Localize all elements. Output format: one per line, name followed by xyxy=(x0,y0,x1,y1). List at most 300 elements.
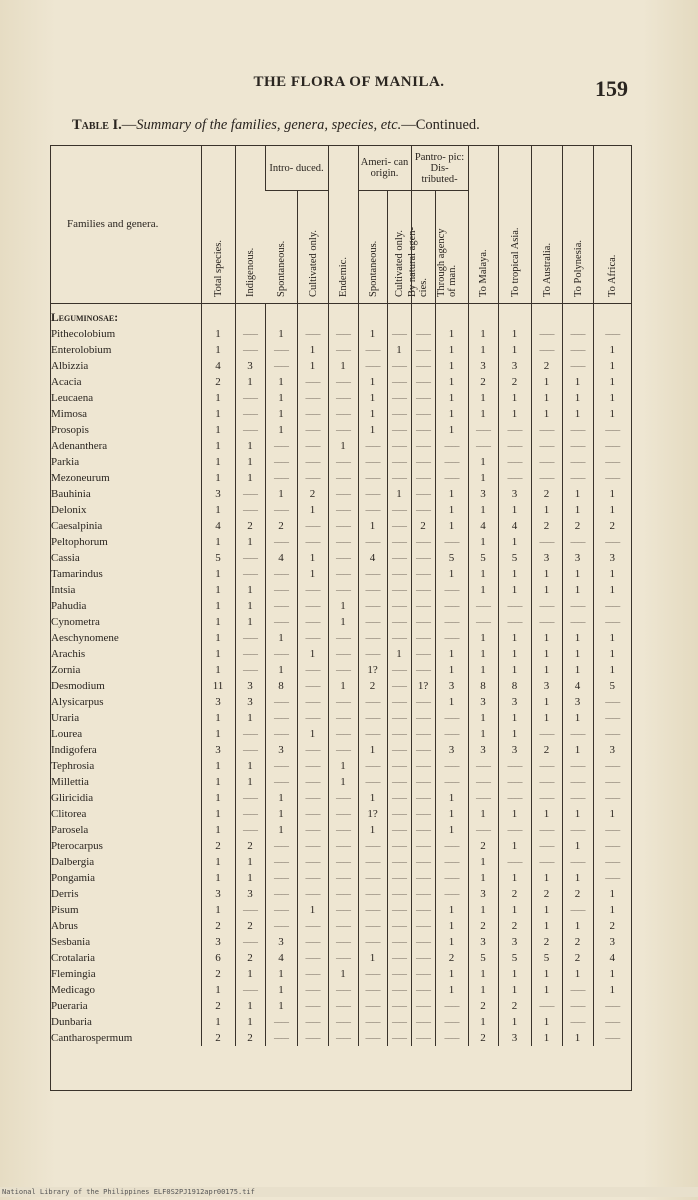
table-cell: –––– xyxy=(468,774,498,790)
column-header-to-malaya: To Malaya. xyxy=(468,146,498,304)
table-cell: 2 xyxy=(531,742,562,758)
table-cell: 1 xyxy=(562,710,593,726)
table-row xyxy=(51,438,631,454)
table-cell: 8 xyxy=(265,678,297,694)
table-cell: 1 xyxy=(562,838,593,854)
table-cell: –––– xyxy=(411,550,435,566)
table-cell: 1 xyxy=(498,502,531,518)
table-cell: 3 xyxy=(498,934,531,950)
table-cell: 2 xyxy=(201,918,235,934)
table-row xyxy=(51,710,631,726)
table-cell: 1 xyxy=(201,326,235,342)
table-cell: –––– xyxy=(411,454,435,470)
column-header-endemic: Endemic. xyxy=(328,146,358,304)
table-cell: –––– xyxy=(328,886,358,902)
table-cell: 3 xyxy=(201,694,235,710)
genus-name: Desmodium xyxy=(51,680,105,692)
table-cell: –––– xyxy=(411,422,435,438)
table-cell: 1 xyxy=(358,406,387,422)
table-cell: 1 xyxy=(435,406,468,422)
column-header-by-natural-agencies: By natural agen- cies. xyxy=(411,191,435,304)
table-cell: 1 xyxy=(531,870,562,886)
table-cell: –––– xyxy=(593,790,631,806)
table-cell: –––– xyxy=(265,358,297,374)
table-cell: 1 xyxy=(562,582,593,598)
table-cell: 1 xyxy=(593,646,631,662)
table-row xyxy=(51,774,631,790)
table-cell: 1 xyxy=(468,902,498,918)
page-number: 159 xyxy=(595,76,628,101)
table-cell: 1 xyxy=(201,342,235,358)
table-cell: 5 xyxy=(468,950,498,966)
table-cell: 2 xyxy=(468,374,498,390)
table-cell: –––– xyxy=(235,982,265,998)
table-cell: –––– xyxy=(435,470,468,486)
table-cell: 3 xyxy=(468,486,498,502)
table-cell: 1 xyxy=(435,662,468,678)
caption-title: Summary of the families, genera, species, etc. xyxy=(136,117,402,133)
table-cell: 1 xyxy=(435,374,468,390)
table-cell: –––– xyxy=(265,566,297,582)
table-cell: –––– xyxy=(387,838,411,854)
table-cell: 4 xyxy=(562,678,593,694)
genus-name: Pongamia xyxy=(51,872,95,884)
table-cell: 6 xyxy=(201,950,235,966)
table-cell: –––– xyxy=(297,390,328,406)
table-cell: –––– xyxy=(468,758,498,774)
table-row xyxy=(51,918,631,934)
table-cell: 1 xyxy=(531,374,562,390)
table-cell: 1 xyxy=(593,406,631,422)
table-cell: 3 xyxy=(498,486,531,502)
table-cell: –––– xyxy=(562,422,593,438)
table-cell: –––– xyxy=(235,662,265,678)
table-cell: 3 xyxy=(498,742,531,758)
table-cell: 1 xyxy=(498,726,531,742)
table-cell: –––– xyxy=(328,870,358,886)
table-row xyxy=(51,454,631,470)
table-cell: 1 xyxy=(201,534,235,550)
table-cell: –––– xyxy=(235,806,265,822)
table-cell: –––– xyxy=(328,902,358,918)
table-cell: 1 xyxy=(265,326,297,342)
table-cell: –––– xyxy=(498,790,531,806)
table-cell: 2 xyxy=(468,838,498,854)
table-cell: 3 xyxy=(498,358,531,374)
table-cell: –––– xyxy=(593,726,631,742)
table-cell: –––– xyxy=(411,934,435,950)
table-cell: –––– xyxy=(328,950,358,966)
table-cell: –––– xyxy=(435,614,468,630)
table-cell: 1 xyxy=(498,806,531,822)
table-cell: –––– xyxy=(387,406,411,422)
table-cell: 3 xyxy=(201,886,235,902)
table-cell: –––– xyxy=(435,598,468,614)
table-cell: –––– xyxy=(235,502,265,518)
table-cell: 1 xyxy=(468,710,498,726)
table-cell: –––– xyxy=(562,902,593,918)
table-cell: 1 xyxy=(201,630,235,646)
table-cell: –––– xyxy=(531,470,562,486)
table-cell: 1 xyxy=(297,566,328,582)
table-cell: 1 xyxy=(531,902,562,918)
table-cell: 5 xyxy=(435,550,468,566)
table-cell: –––– xyxy=(358,982,387,998)
table-cell: 1 xyxy=(593,390,631,406)
table-cell: –––– xyxy=(593,710,631,726)
table-cell: –––– xyxy=(411,358,435,374)
table-cell: 5 xyxy=(531,950,562,966)
table-cell: –––– xyxy=(498,598,531,614)
table-cell: 1 xyxy=(498,342,531,358)
table-cell: 1 xyxy=(435,326,468,342)
table-cell: 1 xyxy=(201,662,235,678)
table-cell: –––– xyxy=(328,726,358,742)
genus-name: Pisum xyxy=(51,904,79,916)
table-cell: –––– xyxy=(387,918,411,934)
table-cell: 1 xyxy=(201,390,235,406)
table-cell: 1 xyxy=(435,806,468,822)
genus-name: Pterocarpus xyxy=(51,840,103,852)
table-cell: –––– xyxy=(387,598,411,614)
table-cell: –––– xyxy=(411,790,435,806)
table-cell: 1 xyxy=(297,550,328,566)
table-cell: –––– xyxy=(387,758,411,774)
column-header-to-australia: To Australia. xyxy=(531,146,562,304)
group-header-american-origin: Ameri- can origin. xyxy=(358,146,411,191)
table-cell: –––– xyxy=(387,390,411,406)
table-cell: –––– xyxy=(328,854,358,870)
genus-name: Crotalaria xyxy=(51,952,95,964)
table-cell: –––– xyxy=(411,390,435,406)
table-cell: –––– xyxy=(387,710,411,726)
table-row xyxy=(51,886,631,902)
table-cell: –––– xyxy=(435,838,468,854)
table-cell: 1 xyxy=(328,614,358,630)
table-cell: –––– xyxy=(562,726,593,742)
table-cell: 2 xyxy=(435,950,468,966)
table-cell: 1 xyxy=(435,966,468,982)
table-cell: 1 xyxy=(358,326,387,342)
table-cell: –––– xyxy=(328,1030,358,1046)
table-cell: 1 xyxy=(435,390,468,406)
table-cell: –––– xyxy=(468,438,498,454)
table-cell: –––– xyxy=(531,822,562,838)
table-cell: 1 xyxy=(235,998,265,1014)
table-cell: 1 xyxy=(435,358,468,374)
genus-name: Abrus xyxy=(51,920,78,932)
table-cell: 1 xyxy=(201,726,235,742)
table-cell: 2 xyxy=(531,486,562,502)
column-header-american-spontaneous: Spontaneous. xyxy=(358,191,387,304)
table-cell: 1 xyxy=(265,422,297,438)
table-cell: –––– xyxy=(297,998,328,1014)
table-cell: 1 xyxy=(593,982,631,998)
table-cell: –––– xyxy=(297,630,328,646)
table-cell: 1 xyxy=(265,790,297,806)
table-cell: 1 xyxy=(498,534,531,550)
table-cell: –––– xyxy=(235,822,265,838)
table-cell: –––– xyxy=(265,694,297,710)
table-cell: –––– xyxy=(435,1030,468,1046)
table-cell: –––– xyxy=(387,870,411,886)
table-row xyxy=(51,614,631,630)
table-cell: –––– xyxy=(235,406,265,422)
table-cell: 1 xyxy=(201,422,235,438)
table-cell: –––– xyxy=(387,790,411,806)
table-cell: 1 xyxy=(593,806,631,822)
table-cell: –––– xyxy=(411,902,435,918)
table-cell: –––– xyxy=(297,918,328,934)
table-cell: 3 xyxy=(562,550,593,566)
table-row xyxy=(51,678,631,694)
table-cell: –––– xyxy=(593,774,631,790)
table-cell: –––– xyxy=(435,854,468,870)
column-header-families: Families and genera. xyxy=(51,146,201,304)
table-cell: 3 xyxy=(498,694,531,710)
table-cell: 1 xyxy=(498,902,531,918)
table-cell: 1 xyxy=(265,998,297,1014)
table-cell: 1 xyxy=(498,566,531,582)
table-cell: –––– xyxy=(297,774,328,790)
table-row xyxy=(51,838,631,854)
table-cell: –––– xyxy=(328,422,358,438)
genus-name: Alysicarpus xyxy=(51,696,104,708)
table-cell: 1 xyxy=(297,342,328,358)
table-cell: 1 xyxy=(562,966,593,982)
table-cell: 1 xyxy=(531,502,562,518)
table-cell: 2 xyxy=(201,838,235,854)
table-cell: 1 xyxy=(593,502,631,518)
table-cell: –––– xyxy=(265,726,297,742)
table-cell: 1 xyxy=(201,598,235,614)
table-row xyxy=(51,566,631,582)
table-cell: 1 xyxy=(531,694,562,710)
table-cell: –––– xyxy=(435,454,468,470)
table-cell: 1 xyxy=(387,646,411,662)
table-cell: 2 xyxy=(531,934,562,950)
table-cell: –––– xyxy=(411,614,435,630)
table-cell: –––– xyxy=(435,582,468,598)
table-cell: –––– xyxy=(297,790,328,806)
genus-name: Pahudia xyxy=(51,600,87,612)
table-cell: 1 xyxy=(265,630,297,646)
table-cell: 1 xyxy=(593,566,631,582)
genus-name: Parkia xyxy=(51,456,80,468)
genus-name: Derris xyxy=(51,888,79,900)
table-cell: –––– xyxy=(498,454,531,470)
table-cell: 1 xyxy=(593,902,631,918)
table-cell: 1 xyxy=(265,822,297,838)
table-cell: 1 xyxy=(201,406,235,422)
table-cell: –––– xyxy=(593,838,631,854)
table-cell: 1 xyxy=(498,646,531,662)
table-cell: –––– xyxy=(265,582,297,598)
table-cell: 1 xyxy=(498,662,531,678)
table-cell: 1 xyxy=(201,438,235,454)
table-cell: 3 xyxy=(235,886,265,902)
table-cell: 1 xyxy=(468,646,498,662)
table-cell: 3 xyxy=(468,934,498,950)
table-cell: –––– xyxy=(358,358,387,374)
table-cell: –––– xyxy=(265,918,297,934)
table-cell: –––– xyxy=(562,854,593,870)
table-cell: 2 xyxy=(201,998,235,1014)
table-cell: –––– xyxy=(411,870,435,886)
table-cell: 1 xyxy=(265,374,297,390)
table-cell: –––– xyxy=(328,390,358,406)
table-cell: –––– xyxy=(358,646,387,662)
column-header-to-africa: To Africa. xyxy=(593,146,631,304)
table-cell: 1 xyxy=(468,342,498,358)
table-cell: –––– xyxy=(498,422,531,438)
table-cell: –––– xyxy=(387,886,411,902)
table-cell: 4 xyxy=(265,550,297,566)
genus-name: Lourea xyxy=(51,728,83,740)
table-cell: –––– xyxy=(297,710,328,726)
table-row xyxy=(51,390,631,406)
table-cell: –––– xyxy=(593,614,631,630)
table-cell: –––– xyxy=(435,1014,468,1030)
table-cell: –––– xyxy=(235,742,265,758)
table-cell: 1 xyxy=(498,326,531,342)
table-cell: 1 xyxy=(201,758,235,774)
table-cell: 1 xyxy=(468,982,498,998)
table-cell: –––– xyxy=(358,774,387,790)
table-cell: –––– xyxy=(297,374,328,390)
table-cell: –––– xyxy=(297,966,328,982)
table-cell: –––– xyxy=(235,646,265,662)
table-cell: –––– xyxy=(531,774,562,790)
table-cell: –––– xyxy=(235,422,265,438)
table-cell: –––– xyxy=(265,710,297,726)
table-row xyxy=(51,662,631,678)
table-cell: 3 xyxy=(435,678,468,694)
table-cell: –––– xyxy=(387,582,411,598)
genus-name: Acacia xyxy=(51,376,82,388)
table-cell: 5 xyxy=(593,678,631,694)
table-row xyxy=(51,470,631,486)
table-cell: 1 xyxy=(235,774,265,790)
table-cell: 3 xyxy=(201,742,235,758)
table-cell: 1? xyxy=(411,678,435,694)
table-cell: –––– xyxy=(411,342,435,358)
table-cell: 1 xyxy=(235,374,265,390)
table-cell: –––– xyxy=(593,870,631,886)
table-cell: 1 xyxy=(531,1014,562,1030)
table-cell: 1 xyxy=(328,598,358,614)
table-cell: –––– xyxy=(387,550,411,566)
table-cell: 2 xyxy=(235,518,265,534)
table-cell: –––– xyxy=(358,918,387,934)
table-cell: –––– xyxy=(297,1014,328,1030)
table-cell: 1 xyxy=(235,454,265,470)
table-row xyxy=(51,982,631,998)
table-cell: –––– xyxy=(358,998,387,1014)
table-cell: 1 xyxy=(435,790,468,806)
table-cell: –––– xyxy=(562,598,593,614)
table-cell: 2 xyxy=(562,518,593,534)
table-cell: –––– xyxy=(411,854,435,870)
table-cell: 1 xyxy=(297,358,328,374)
column-header-total-species: Total species. xyxy=(201,146,235,304)
table-cell: –––– xyxy=(358,838,387,854)
table-cell: –––– xyxy=(297,934,328,950)
table-cell: 3 xyxy=(531,678,562,694)
table-cell: 2 xyxy=(235,838,265,854)
genus-name: Indigofera xyxy=(51,744,97,756)
table-cell: 1 xyxy=(531,630,562,646)
table-cell: –––– xyxy=(593,422,631,438)
table-cell: 1 xyxy=(435,918,468,934)
table-cell: 4 xyxy=(201,518,235,534)
table-cell: 1 xyxy=(435,934,468,950)
table-cell: –––– xyxy=(468,790,498,806)
table-cell: 1 xyxy=(328,438,358,454)
table-cell: 1 xyxy=(593,342,631,358)
table-cell: 1 xyxy=(498,982,531,998)
table-cell: –––– xyxy=(358,614,387,630)
table-cell: 1 xyxy=(593,966,631,982)
table-cell: –––– xyxy=(531,342,562,358)
table-cell: 3 xyxy=(593,934,631,950)
table-cell: 1 xyxy=(235,470,265,486)
table-cell: 1 xyxy=(201,806,235,822)
table-cell: –––– xyxy=(297,534,328,550)
table-cell: 1 xyxy=(531,806,562,822)
table-row xyxy=(51,758,631,774)
table-cell: 1 xyxy=(531,406,562,422)
table-cell: 1 xyxy=(562,630,593,646)
table-cell: 2 xyxy=(531,886,562,902)
table-cell: 2 xyxy=(235,950,265,966)
table-cell: –––– xyxy=(387,950,411,966)
table-cell: –––– xyxy=(411,566,435,582)
table-cell: –––– xyxy=(435,534,468,550)
genus-name: Prosopis xyxy=(51,424,89,436)
column-header-introduced-cultivated-only: Cultivated only. xyxy=(297,191,328,304)
table-cell: –––– xyxy=(593,822,631,838)
table-row xyxy=(51,502,631,518)
table-cell: 2 xyxy=(498,886,531,902)
table-cell: 1 xyxy=(235,598,265,614)
table-cell: –––– xyxy=(235,326,265,342)
genus-name: Albizzia xyxy=(51,360,89,372)
table-cell: –––– xyxy=(297,742,328,758)
table-cell: –––– xyxy=(358,566,387,582)
table-cell: 1 xyxy=(562,662,593,678)
table-cell: –––– xyxy=(328,454,358,470)
table-cell: 1 xyxy=(358,790,387,806)
table-cell: 8 xyxy=(468,678,498,694)
table-cell: –––– xyxy=(265,902,297,918)
table-cell: 2 xyxy=(201,1030,235,1046)
table-cell: 1 xyxy=(201,502,235,518)
table-cell: 1 xyxy=(328,758,358,774)
table-cell: –––– xyxy=(593,598,631,614)
table-cell: –––– xyxy=(498,614,531,630)
table-cell: –––– xyxy=(297,854,328,870)
table-cell: –––– xyxy=(265,838,297,854)
table-cell: 3 xyxy=(531,550,562,566)
table-cell: –––– xyxy=(235,790,265,806)
table-cell: 1 xyxy=(531,646,562,662)
table-cell: –––– xyxy=(498,758,531,774)
table-cell: –––– xyxy=(265,470,297,486)
table-cell: 4 xyxy=(468,518,498,534)
family-row xyxy=(51,304,631,327)
table-cell: –––– xyxy=(358,534,387,550)
